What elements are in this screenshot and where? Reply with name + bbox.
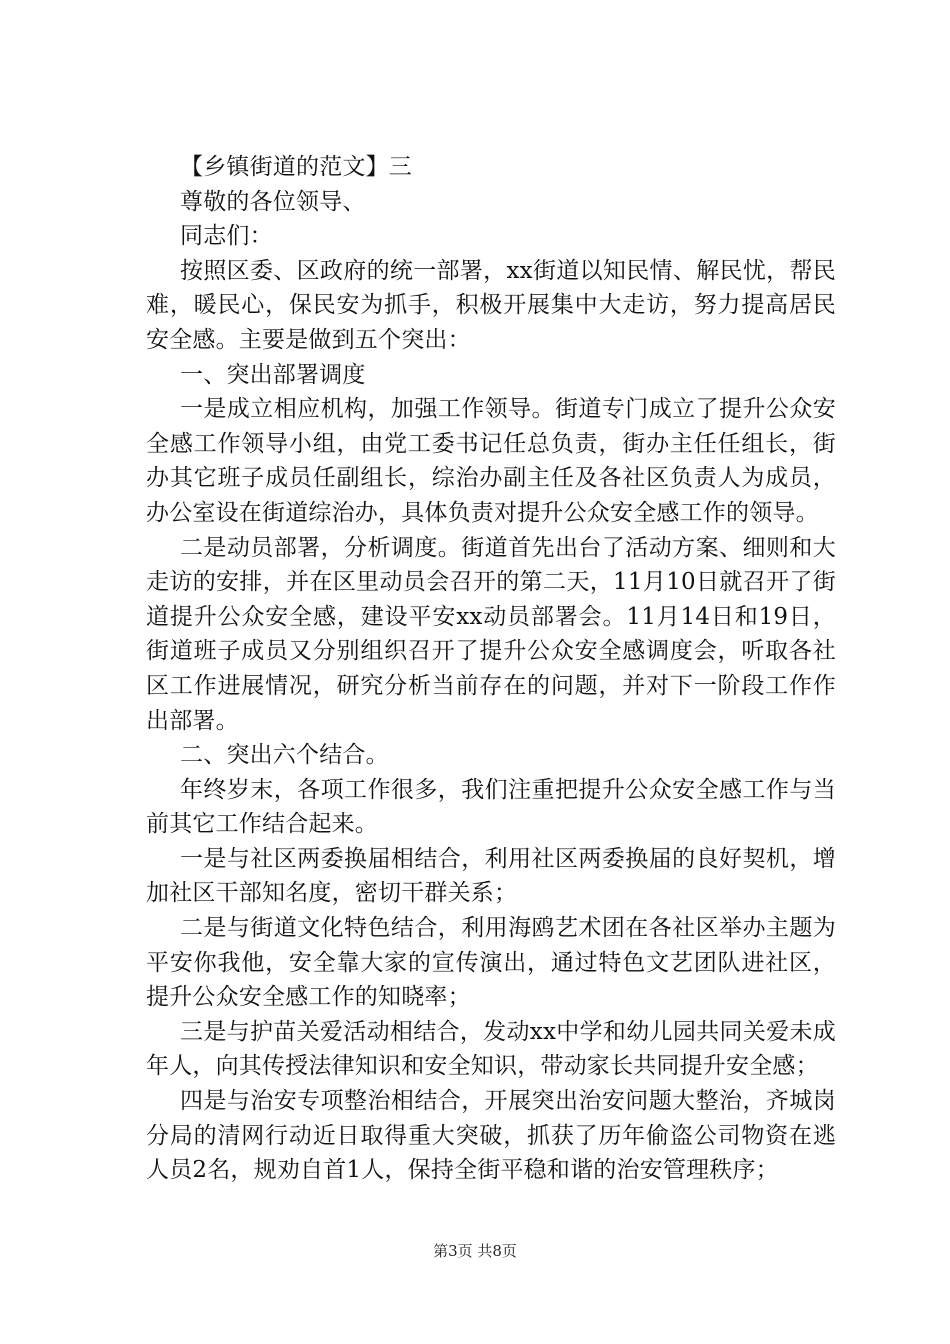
body-paragraph: 一是成立相应机构，加强工作领导。街道专门成立了提升公众安全感工作领导小组，由党工委书记任总负责，街办主任任组长，街办其它班子成员任副组长，综治办副主任及各社区负责人为成员，办公室设在街道综治办，具体负责对提升公众安全感工作的领导。 [146, 396, 836, 526]
salutation-line: 尊敬的各位领导、 [180, 188, 366, 215]
body-paragraph: 四是与治安专项整治相结合，开展突出治安问题大整治，齐城岗分局的清网行动近日取得重大突破，抓获了历年偷盗公司物资在逃人员2名，规劝自首1人，保持全街平稳和谐的治安管理秩序； [146, 1088, 836, 1184]
body-paragraph: 年终岁末，各项工作很多，我们注重把提升公众安全感工作与当前其它工作结合起来。 [146, 776, 836, 838]
section-heading: 【乡镇街道的范文】三 [180, 154, 412, 180]
body-paragraph: 三是与护苗关爱活动相结合，发动xx中学和幼儿园共同关爱未成年人，向其传授法律知识和安全知识，带动家长共同提升安全感； [146, 1018, 836, 1080]
salutation-line: 同志们： [180, 223, 273, 250]
body-paragraph: 二是与街道文化特色结合，利用海鸥艺术团在各社区举办主题为平安你我他，安全靠大家的宣传演出，通过特色文艺团队进社区，提升公众安全感工作的知晓率； [146, 915, 836, 1011]
body-paragraph: 二是动员部署，分析调度。街道首先出台了活动方案、细则和大走访的安排，并在区里动员会召开的第二天，11月10日就召开了街道提升公众安全感，建设平安xx动员部署会。11月14日和19日，街道班子成员又分别组织召开了提升公众安全感调度会，听取各社区工作进展情况，研究分析当前存在的问题，并对下一阶段工作作出部署。 [146, 534, 836, 734]
subsection-heading: 一、突出部署调度 [180, 361, 366, 388]
body-paragraph: 按照区委、区政府的统一部署，xx街道以知民情、解民忧，帮民难，暖民心，保民安为抓手，积极开展集中大走访，努力提高居民安全感。主要是做到五个突出： [146, 257, 836, 353]
body-paragraph: 一是与社区两委换届相结合，利用社区两委换届的良好契机，增加社区干部知名度，密切干群关系； [146, 845, 836, 907]
document-body [146, 150, 836, 1188]
subsection-heading: 二、突出六个结合。 [180, 742, 389, 769]
page-number-footer: 第3页 共8页 [433, 1242, 517, 1260]
